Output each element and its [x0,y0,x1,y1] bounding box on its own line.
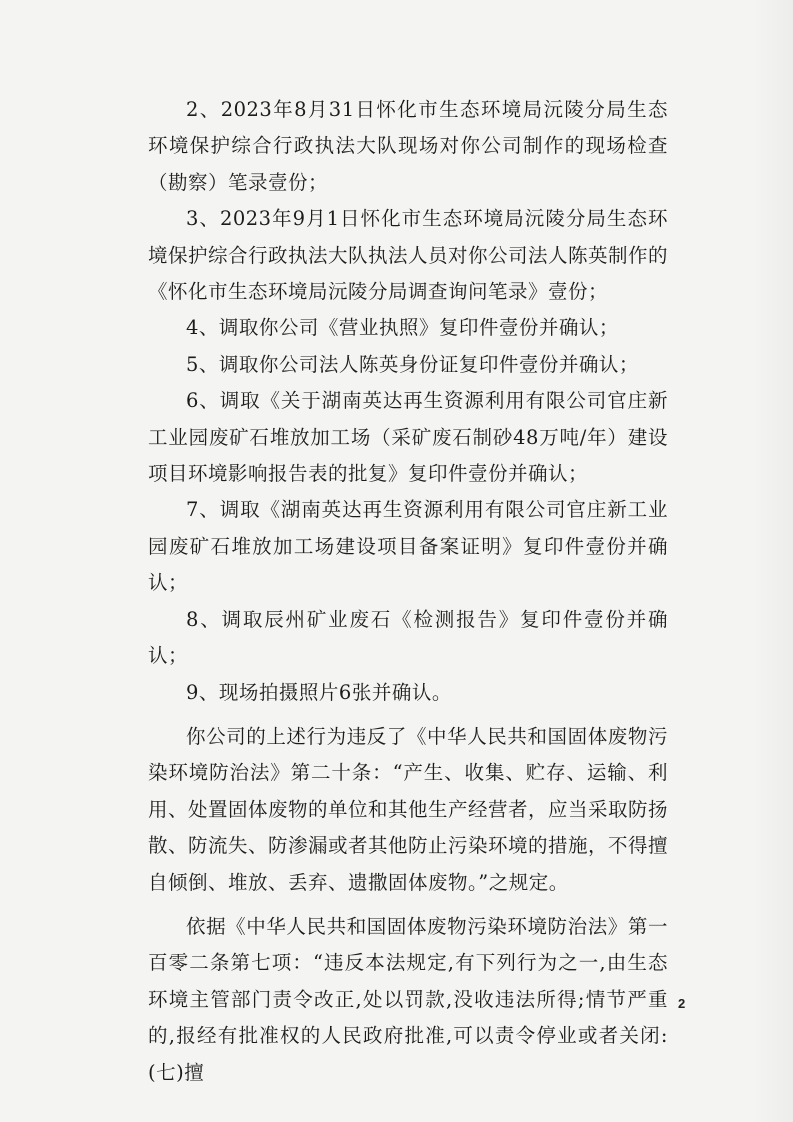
scan-edge-shading [753,0,793,1122]
page-number: 2 [678,996,686,1011]
legal-basis-paragraph: 依据《中华人民共和国固体废物污染环境防治法》第一百零二条第七项：“违反本法规定,有下列行为之一,由生态环境主管部门责令改正,处以罚款,没收违法所得;情节严重的,报经有批准权的人民政府批准,可以责令停业或者关闭:(七)擅 [148,914,668,1084]
evidence-item-9: 9、现场拍摄照片6张并确认。 [186,680,452,704]
evidence-item-5: 5、调取你公司法人陈英身份证复印件壹份并确认； [186,352,639,376]
evidence-item-4: 4、调取你公司《营业执照》复印件壹份并确认； [186,316,619,340]
evidence-item-6: 6、调取《关于湖南英达再生资源利用有限公司官庄新工业园废矿石堆放加工场（采矿废石制砂48万吨/年）建设项目环境影响报告表的批复》复印件壹份并确认； [148,389,668,486]
evidence-item-7: 7、调取《湖南英达再生资源利用有限公司官庄新工业园废矿石堆放加工场建设项目备案证明》复印件壹份并确认； [148,498,668,595]
violation-paragraph: 你公司的上述行为违反了《中华人民共和国固体废物污染环境防治法》第二十条：“产生、收集、贮存、运输、利用、处置固体废物的单位和其他生产经营者，应当采取防扬散、防流失、防渗漏或者其他防止污染环境的措施，不得擅自倾倒、堆放、丢弃、遗撒固体废物。”之规定。 [148,724,669,894]
evidence-item-8: 8、调取辰州矿业废石《检测报告》复印件壹份并确认； [148,607,668,668]
evidence-item-2: 2、2023年8月31日怀化市生态环境局沅陵分局生态环境保护综合行政执法大队现场对你公司制作的现场检查（勘察）笔录壹份； [148,98,668,194]
evidence-item-3: 3、2023年9月1日怀化市生态环境局沅陵分局生态环境保护综合行政执法大队执法人员对你公司法人陈英制作的《怀化市生态环境局沅陵分局调查询问笔录》壹份； [148,207,669,304]
document-body [148,92,668,1091]
